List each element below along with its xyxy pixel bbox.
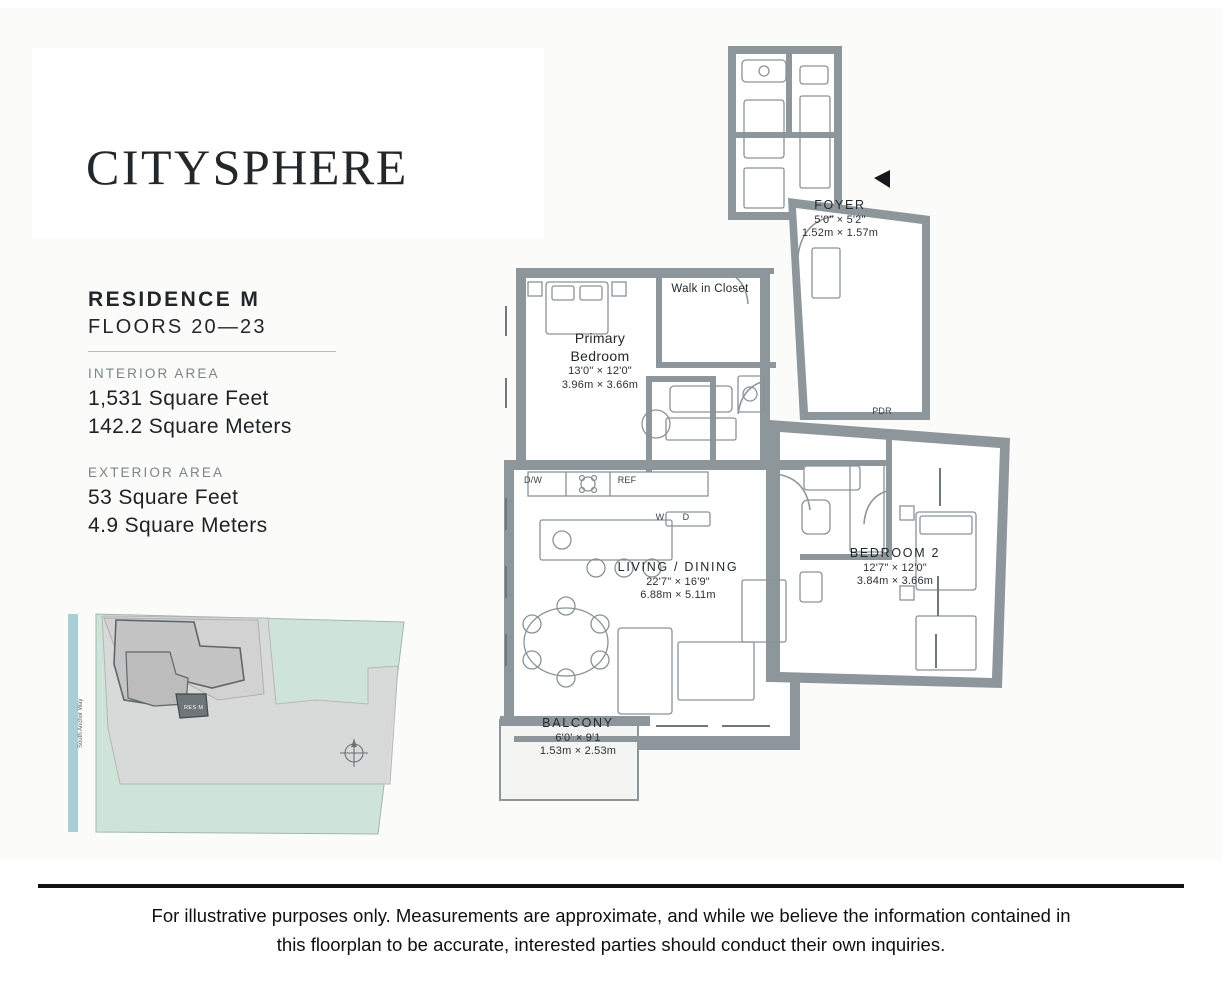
exterior-area-sqft: 53 Square Feet — [88, 486, 239, 509]
interior-area-sqft: 1,531 Square Feet — [88, 387, 269, 410]
appliance-label-dryer: D — [682, 512, 690, 522]
room-label-bedroom-2: BEDROOM 2 12'7" × 12'0" 3.84m × 3.66m — [849, 546, 941, 588]
brand-logo-part2: SPHERE — [212, 139, 408, 195]
disclaimer-text — [50, 902, 1172, 959]
room-label-foyer: FOYER 5'0" × 5'2" 1.52m × 1.57m — [801, 198, 879, 240]
spacer — [88, 443, 418, 465]
interior-area-sqm: 142.2 Square Meters — [88, 415, 292, 438]
room-label-walk-in-closet: Walk in Closet — [671, 283, 749, 295]
residence-info — [88, 288, 418, 542]
keyplan-accent-stripe — [68, 614, 78, 832]
appliance-label-dishwasher: D/W — [523, 475, 543, 485]
room-label-primary-bedroom: Primary Bedroom 13'0" × 12'0" 3.96m × 3.66m — [561, 330, 639, 391]
room-label-balcony: BALCONY 6'0' × 9'1 1.53m × 2.53m — [539, 716, 617, 758]
exterior-area-sqm: 4.9 Square Meters — [88, 514, 268, 537]
residence-title: RESIDENCE M — [88, 288, 261, 311]
footer-divider — [38, 884, 1184, 888]
key-plan — [68, 608, 408, 836]
entry-arrow-icon — [874, 170, 890, 188]
appliance-label-washer: W — [655, 512, 665, 522]
appliance-label-powder-room: PDR — [872, 406, 892, 416]
room-label-living-dining: LIVING / DINING 22'7" × 16'9" 6.88m × 5.11m — [617, 560, 739, 602]
exterior-area-label: EXTERIOR AREA — [88, 465, 225, 480]
interior-area-label: INTERIOR AREA — [88, 366, 220, 381]
appliance-label-refrigerator: REF — [617, 475, 637, 485]
keyplan-street-label: South Anchor Way — [78, 698, 84, 748]
keyplan-unit-label: RES M — [184, 705, 204, 711]
disclaimer-line-1: For illustrative purposes only. Measurements are approximate, and while we believe the information contained in — [151, 905, 1071, 926]
brand-logo-part1: CITY — [86, 139, 213, 195]
divider-rule — [88, 351, 336, 352]
floorplan-drawing — [470, 20, 1070, 820]
residence-floors: FLOORS 20—23 — [88, 316, 267, 338]
disclaimer-line-2: this floorplan to be accurate, interested parties should conduct their own inquiries. — [276, 933, 946, 955]
brand-logo — [86, 138, 408, 196]
